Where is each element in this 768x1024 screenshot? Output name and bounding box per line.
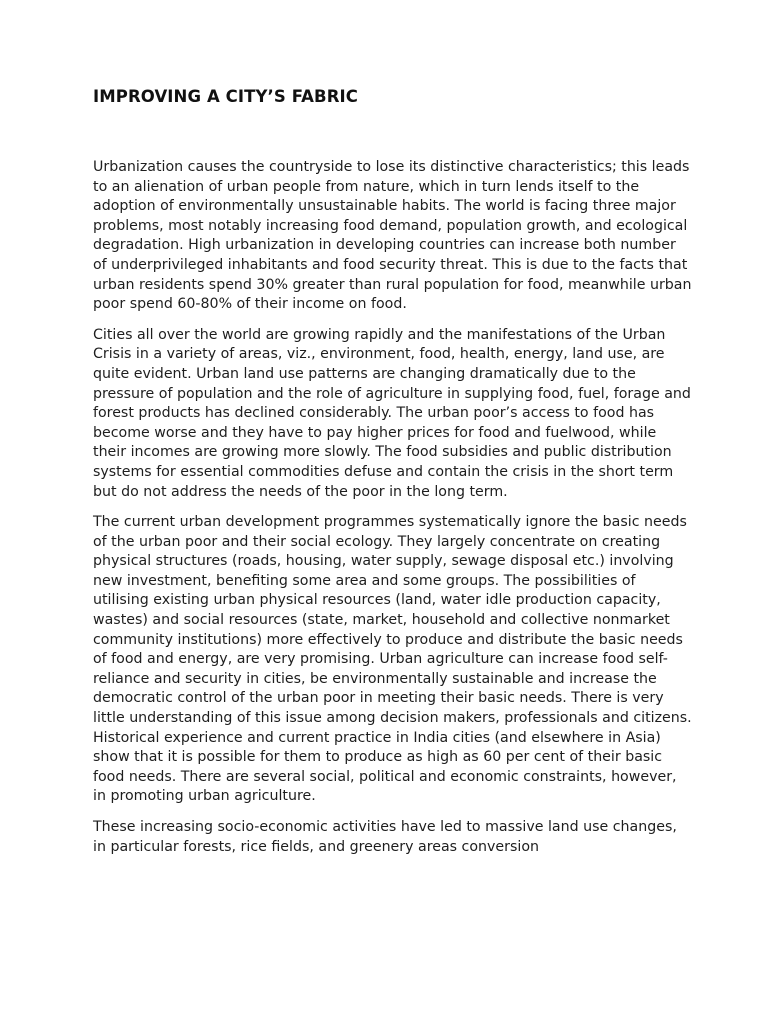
paragraph-urban-crisis: Cities all over the world are growing rapidly and the manifestations of the Urban Crisis in a variety of areas, viz., environment, food, health, energy, land use, are quite evident. Urban land use patterns are changing dramatically due to the pressure of population and the role of agriculture in supplying food, fuel, forage and forest products has declined considerably. The urban poor’s access to food has become worse and they have to pay higher prices for food and fuelwood, while their incomes are growing more slowly. The food subsidies and public distribution systems for essential commodities defuse and contain the crisis in the short term but do not address the needs of the poor in the long term.	[93, 326, 691, 500]
document-page	[93, 86, 693, 868]
paragraph-land-use-changes: These increasing socio-economic activities have led to massive land use changes, in particular forests, rice fields, and greenery areas conversion	[93, 819, 677, 855]
paragraph-urban-development: The current urban development programmes systematically ignore the basic needs of the urban poor and their social ecology. They largely concentrate on creating physical structures (roads, housing, water supply, sewage disposal etc.) involving new investment, benefiting some area and some groups. The possibilities of utilising existing urban physical resources (land, water idle production capacity, wastes) and social resources (state, market, household and collective nonmarket community institutions) more effectively to produce and distribute the basic needs of food and energy, are very promising. Urban agriculture can increase food self-reliance and security in cities, be environmentally sustainable and increase the democratic control of the urban poor in meeting their basic needs. There is very little understanding of this issue among decision makers, professionals and citizens. Historical experience and current practice in India cities (and elsewhere in Asia) show that it is possible for them to produce as high as 60 per cent of their basic food needs. There are several social, political and economic constraints, however, in promoting urban agriculture.	[93, 514, 692, 805]
document-body	[93, 158, 693, 857]
document-title: IMPROVING A CITY’S FABRIC	[93, 87, 358, 106]
paragraph-urbanization: Urbanization causes the countryside to lose its distinctive characteristics; this leads to an alienation of urban people from nature, which in turn lends itself to the adoption of environmentally unsustainable habits. The world is facing three major problems, most notably increasing food demand, population growth, and ecological degradation. High urbanization in developing countries can increase both number of underprivileged inhabitants and food security threat. This is due to the facts that urban residents spend 30% greater than rural population for food, meanwhile urban poor spend 60-80% of their income on food.	[93, 159, 692, 313]
